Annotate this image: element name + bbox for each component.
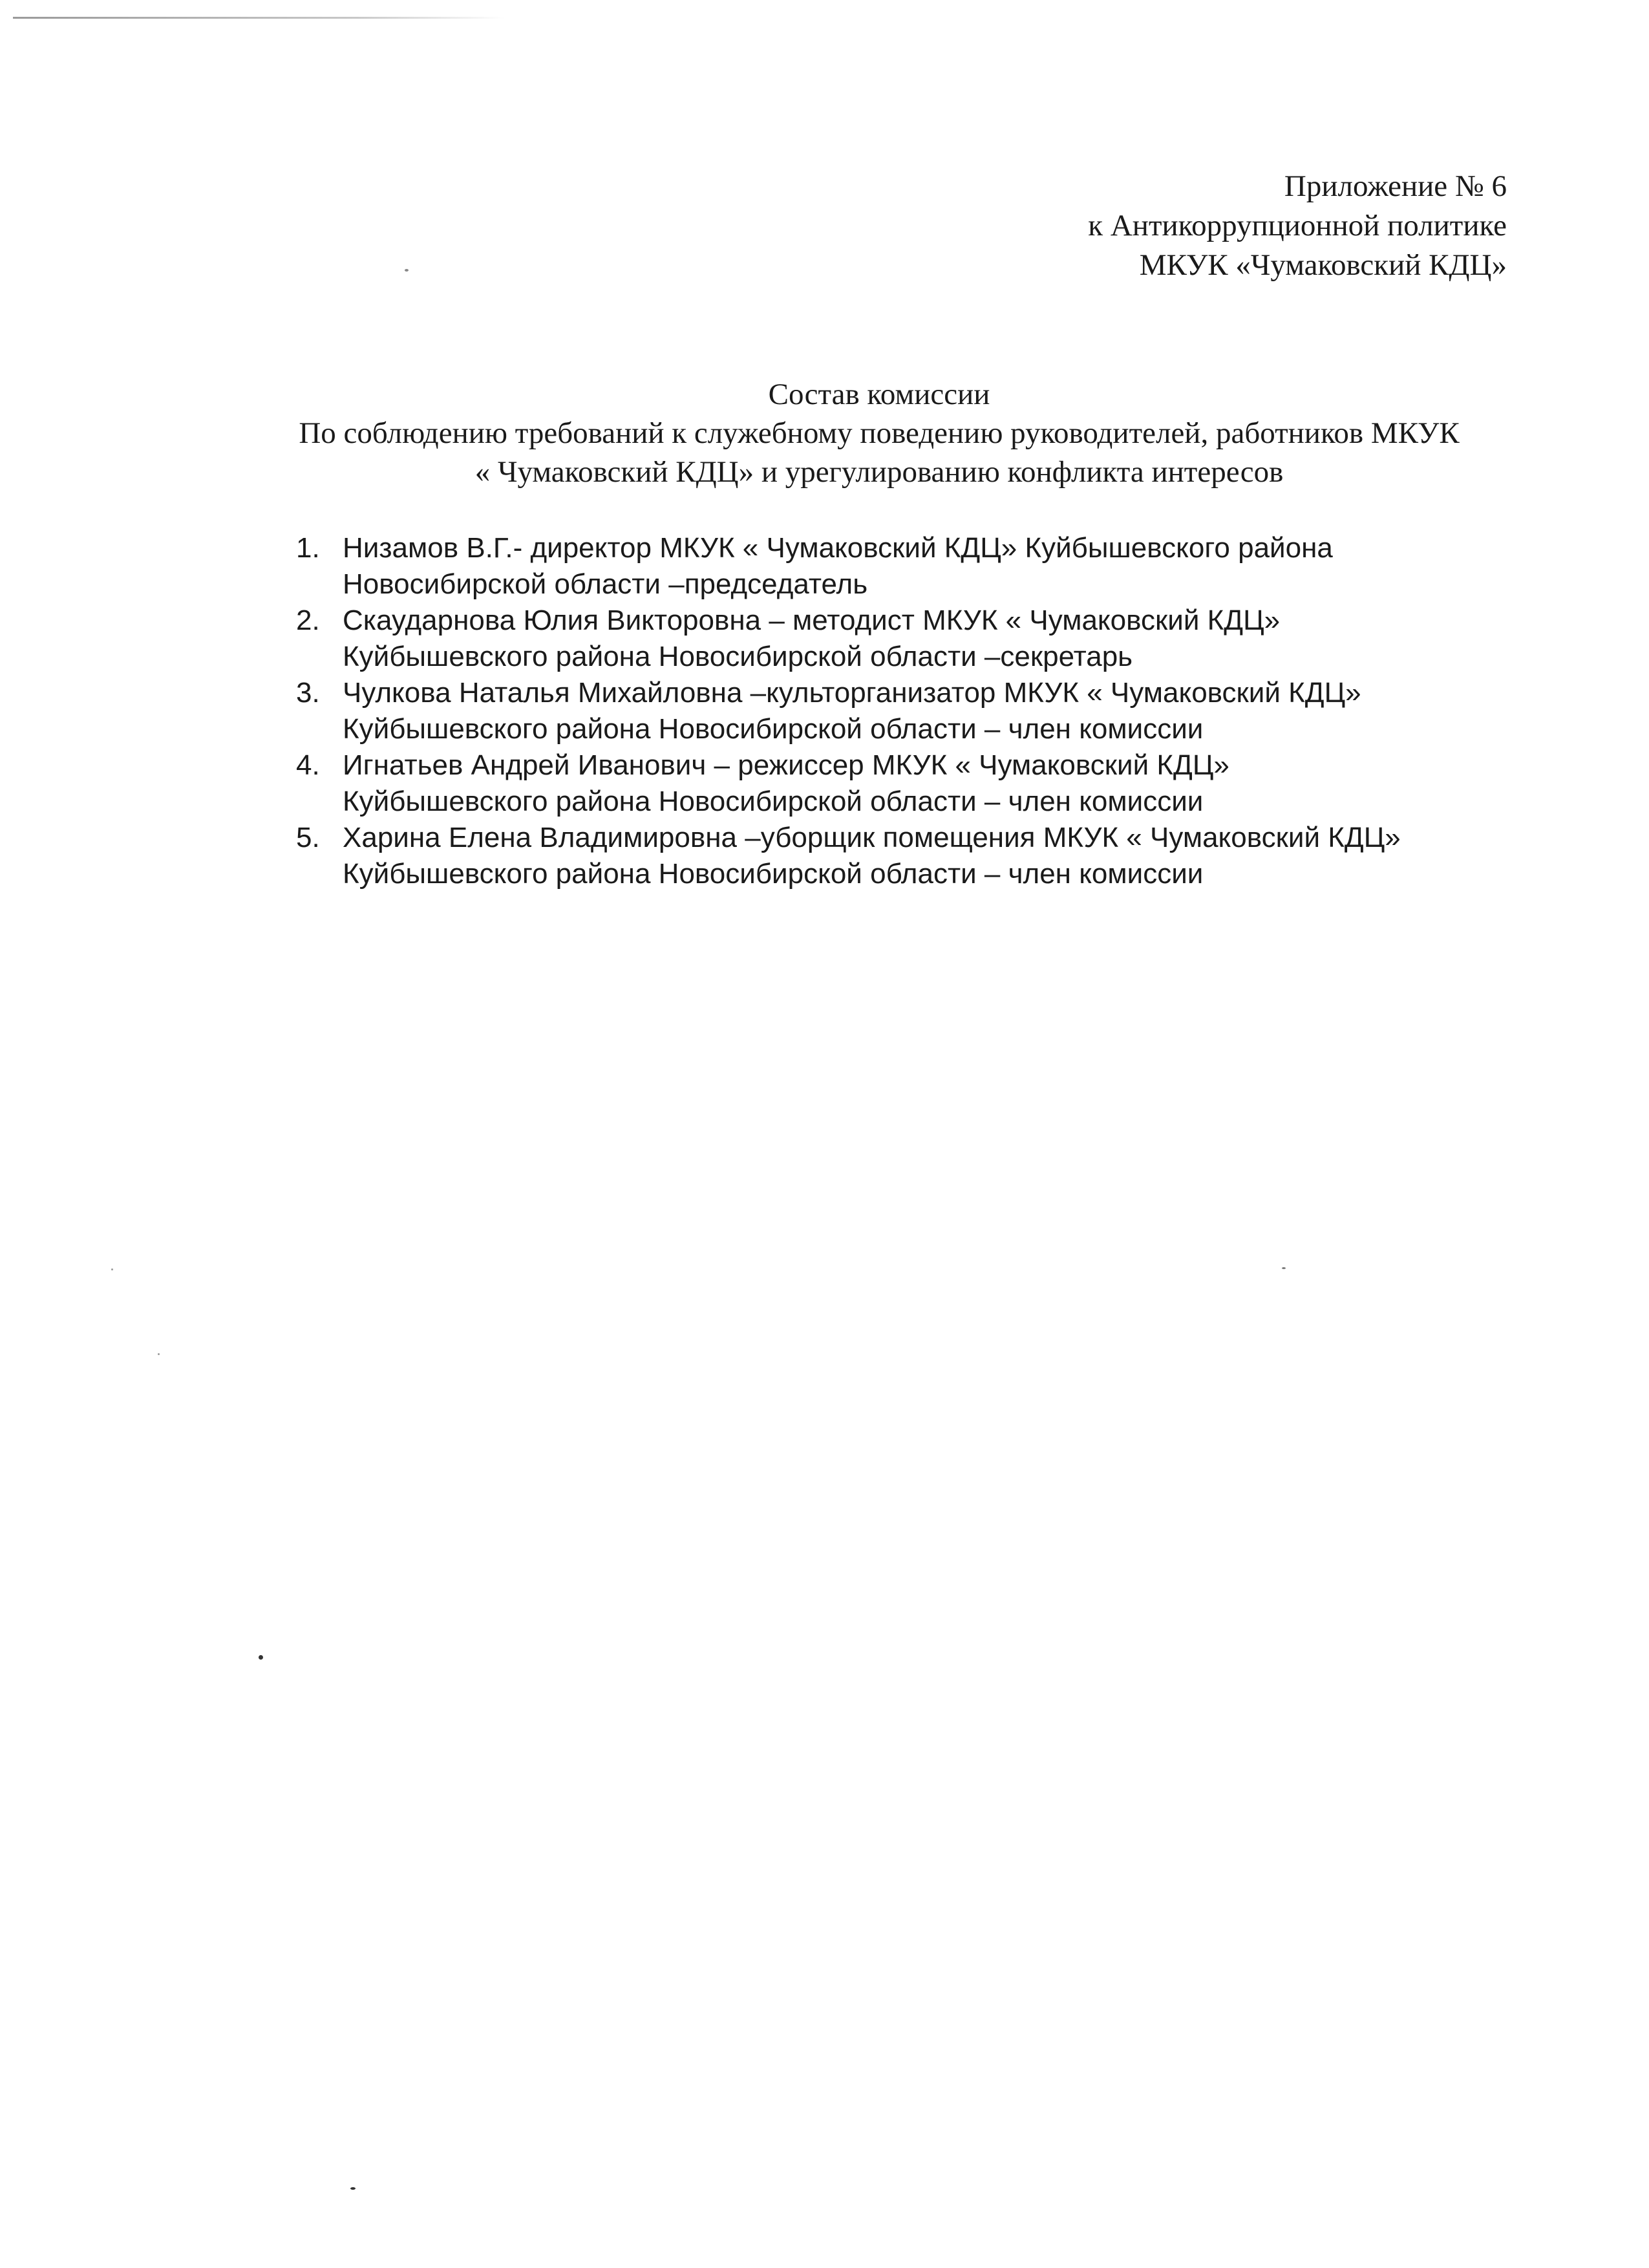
scan-speck [1282, 1267, 1286, 1269]
scan-speck [111, 1268, 113, 1270]
scan-speck [350, 2187, 356, 2190]
member-description: Скаударнова Юлия Викторовна – методист МКУК « Чумаковский КДЦ» [343, 604, 1281, 636]
list-item [284, 675, 1513, 747]
title-heading: Состав комиссии [768, 378, 990, 411]
commission-members-list [284, 530, 1513, 892]
appendix-number: Приложение № 6 [1284, 169, 1507, 203]
member-number: 5. [296, 822, 320, 853]
member-description: Харина Елена Владимировна –уборщик помещения МКУК « Чумаковский КДЦ» [343, 822, 1401, 853]
list-item [284, 820, 1513, 892]
scan-speck [259, 1655, 263, 1660]
member-number: 2. [296, 604, 320, 636]
member-description-continued: Новосибирской области –председатель [343, 568, 868, 600]
member-number: 1. [296, 532, 320, 564]
member-description-continued: Куйбышевского района Новосибирской области – член комиссии [343, 713, 1204, 745]
scan-edge-line [13, 17, 504, 19]
document-title [246, 375, 1513, 491]
appendix-organization: МКУК «Чумаковский КДЦ» [1139, 248, 1507, 282]
member-number: 4. [296, 749, 320, 781]
scan-speck [158, 1353, 160, 1355]
list-item [284, 747, 1513, 820]
list-item [284, 603, 1513, 675]
member-description-continued: Куйбышевского района Новосибирской области –секретарь [343, 641, 1133, 672]
member-description-continued: Куйбышевского района Новосибирской области – член комиссии [343, 858, 1204, 890]
scan-speck [405, 269, 409, 272]
title-subject-continued: « Чумаковский КДЦ» и урегулированию конфликта интересов [474, 455, 1284, 489]
appendix-policy: к Антикоррупционной политике [1088, 209, 1507, 242]
member-description-continued: Куйбышевского района Новосибирской области – член комиссии [343, 786, 1204, 817]
member-number: 3. [296, 677, 320, 709]
appendix-header [1088, 167, 1507, 285]
member-description: Чулкова Наталья Михайловна –культорганизатор МКУК « Чумаковский КДЦ» [343, 677, 1361, 709]
member-description: Игнатьев Андрей Иванович – режиссер МКУК « Чумаковский КДЦ» [343, 749, 1229, 781]
title-subject: По соблюдению требований к служебному поведению руководителей, работников МКУК [299, 416, 1460, 450]
list-item [284, 530, 1513, 603]
member-description: Низамов В.Г.- директор МКУК « Чумаковский КДЦ» Куйбышевского района [343, 532, 1333, 564]
